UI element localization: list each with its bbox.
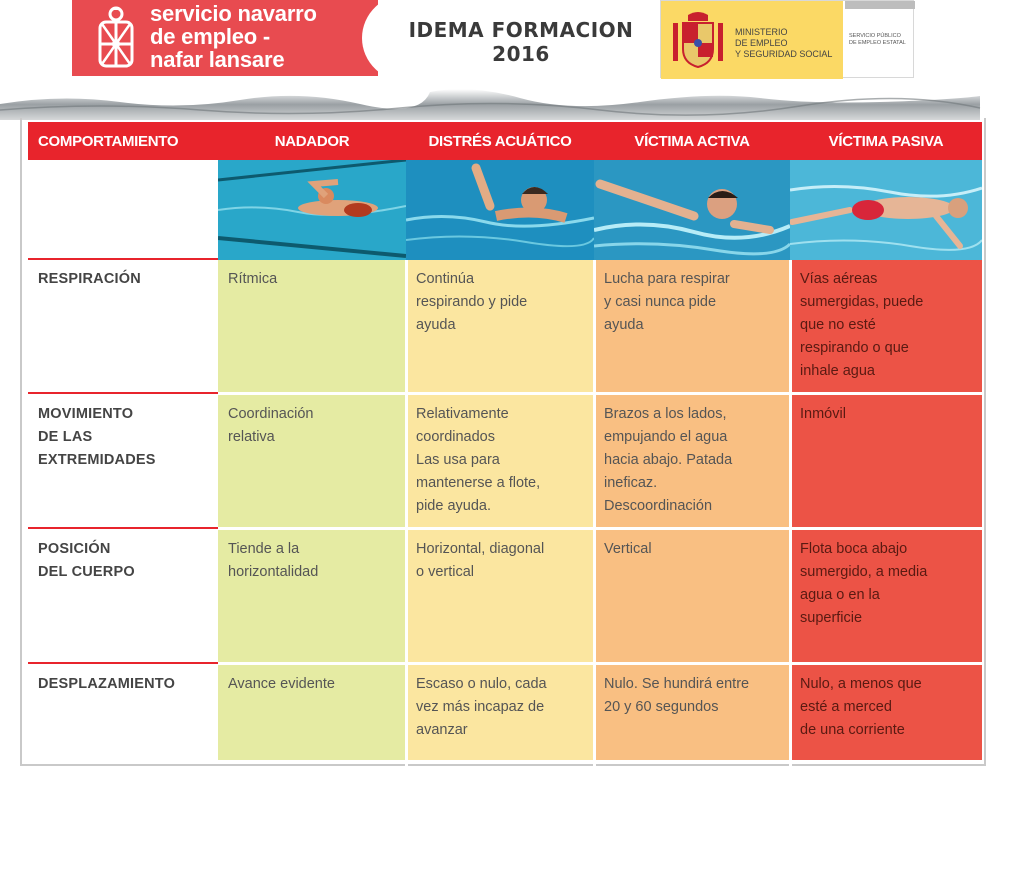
row-label-text: EXTREMIDADES (38, 452, 156, 468)
cell-text: Flota boca abajo (800, 541, 908, 557)
active-victim-photo-icon (594, 160, 790, 260)
cell-text: Descoordinación (604, 498, 713, 514)
cell-movimiento-pasiva (790, 395, 982, 527)
cell-text: sumergido, a media (800, 564, 928, 580)
cell-text: y casi nunca pide (604, 294, 717, 310)
row-label-movimiento (28, 395, 218, 527)
cell-text: Continúa (416, 271, 475, 287)
cell-text: superficie (800, 610, 863, 626)
cell-text: 20 y 60 segundos (604, 699, 719, 715)
org-name-line-3: nafar lansare (150, 47, 285, 72)
ministry-line-1: MINISTERIO (735, 27, 788, 37)
cell-text: que no esté (800, 317, 876, 333)
header-victima-pasiva: VÍCTIMA PASIVA (790, 122, 982, 160)
cell-text: relativa (228, 429, 275, 445)
cell-text: respirando o que (800, 340, 909, 356)
row-label-text: DESPLAZAMIENTO (38, 676, 176, 692)
ministerio-empleo-logo (660, 0, 914, 78)
cell-respiracion-pasiva (790, 260, 982, 392)
cell-text: hacia abajo. Patada (604, 452, 733, 468)
ministry-line-2: DE EMPLEO (735, 38, 788, 48)
cell-gap (218, 662, 982, 665)
cell-text: Brazos a los lados, (604, 406, 727, 422)
cell-respiracion-nadador (218, 260, 406, 392)
cell-movimiento-distres (406, 395, 594, 527)
header-comportamiento: COMPORTAMIENTO (28, 122, 218, 160)
cell-text: horizontalidad (228, 564, 319, 580)
header-distres-acuatico: DISTRÉS ACUÁTICO (406, 122, 594, 160)
cell-text: Coordinación (228, 406, 314, 422)
row-label-posicion (28, 530, 218, 662)
title-line-1: IDEMA FORMACION (408, 18, 634, 42)
cell-posicion-distres (406, 530, 594, 662)
passive-victim-photo-icon (790, 160, 982, 260)
page-title (398, 18, 644, 66)
cell-text: Escaso o nulo, cada (416, 676, 547, 692)
cell-text: Las usa para (416, 452, 500, 468)
water-splash-banner (0, 84, 1000, 120)
header-victima-activa: VÍCTIMA ACTIVA (594, 122, 790, 160)
cell-desplazamiento-activa (594, 665, 790, 760)
cell-desplazamiento-nadador (218, 665, 406, 760)
cell-text: Vertical (604, 541, 652, 557)
photo-victima-pasiva (790, 160, 982, 260)
row-label-respiracion (28, 260, 218, 392)
distressed-swimmer-photo-icon (406, 160, 594, 260)
cell-movimiento-activa (594, 395, 790, 527)
cell-text: o vertical (416, 564, 475, 580)
cell-text: empujando el agua (604, 429, 728, 445)
cell-text: ineficaz. (604, 475, 658, 491)
title-line-2: 2016 (492, 42, 550, 66)
row-label-text: MOVIMIENTO (38, 406, 134, 422)
cell-text: agua o en la (800, 587, 880, 603)
logo-white-curve (362, 0, 378, 76)
photo-victima-activa (594, 160, 790, 260)
cell-text: de una corriente (800, 722, 905, 738)
cell-text: Horizontal, diagonal (416, 541, 545, 557)
cell-desplazamiento-pasiva (790, 665, 982, 760)
cell-text: respirando y pide (416, 294, 528, 310)
cell-text: vez más incapaz de (416, 699, 545, 715)
cell-text: Lucha para respirar (604, 271, 730, 287)
row-label-desplazamiento (28, 665, 218, 760)
row-separator (28, 662, 218, 664)
cell-respiracion-activa (594, 260, 790, 392)
servicio-navarro-logo (72, 0, 378, 76)
row-separator (28, 258, 218, 260)
column-gap (593, 260, 596, 870)
cell-text: Nulo, a menos que (800, 676, 922, 692)
header-nadador: NADADOR (218, 122, 406, 160)
navarra-chains-emblem-icon (96, 6, 136, 70)
cell-text: pide ayuda. (416, 498, 491, 514)
spain-coat-of-arms-icon (671, 9, 725, 69)
org-name-line-1: servicio navarro (150, 1, 317, 26)
cell-gap (218, 392, 982, 395)
cell-text: esté a merced (800, 699, 892, 715)
row-separator (28, 392, 218, 394)
row-label-text: DE LAS (38, 429, 93, 445)
column-gap (405, 260, 408, 870)
cell-text: mantenerse a flote, (416, 475, 541, 491)
row-label-text: RESPIRACIÓN (38, 271, 141, 287)
photo-distres-acuatico (406, 160, 594, 260)
photo-row-label-cell (28, 160, 218, 260)
ministry-line-3: Y SEGURIDAD SOCIAL (735, 49, 833, 59)
cell-respiracion-distres (406, 260, 594, 392)
cell-text: Nulo. Se hundirá entre (604, 676, 750, 692)
cell-gap (218, 527, 982, 530)
row-separator (28, 527, 218, 529)
service-line-1: SERVICIO PÚBLICO (849, 33, 901, 39)
photo-nadador (218, 160, 406, 260)
row-label-text: POSICIÓN (38, 541, 111, 557)
cell-text: Avance evidente (228, 676, 335, 692)
cell-text: Inmóvil (800, 406, 846, 422)
cell-text: Vías aéreas (800, 271, 878, 287)
row-label-text: DEL CUERPO (38, 564, 135, 580)
swimmer-photo-icon (218, 160, 406, 260)
cell-text: inhale agua (800, 363, 875, 379)
org-name-line-2: de empleo - (150, 24, 271, 49)
cell-posicion-activa (594, 530, 790, 662)
cell-text: Tiende a la (228, 541, 300, 557)
cell-desplazamiento-distres (406, 665, 594, 760)
cell-posicion-pasiva (790, 530, 982, 662)
cell-text: avanzar (416, 722, 468, 738)
column-gap (789, 260, 792, 870)
cell-text: coordinados (416, 429, 495, 445)
cell-text: Relativamente (416, 406, 509, 422)
cell-text: ayuda (604, 317, 644, 333)
cell-movimiento-nadador (218, 395, 406, 527)
cell-text: sumergidas, puede (800, 294, 924, 310)
cell-posicion-nadador (218, 530, 406, 662)
service-line-2: DE EMPLEO ESTATAL (849, 40, 906, 46)
cell-text: Rítmica (228, 271, 278, 287)
cell-text: ayuda (416, 317, 456, 333)
